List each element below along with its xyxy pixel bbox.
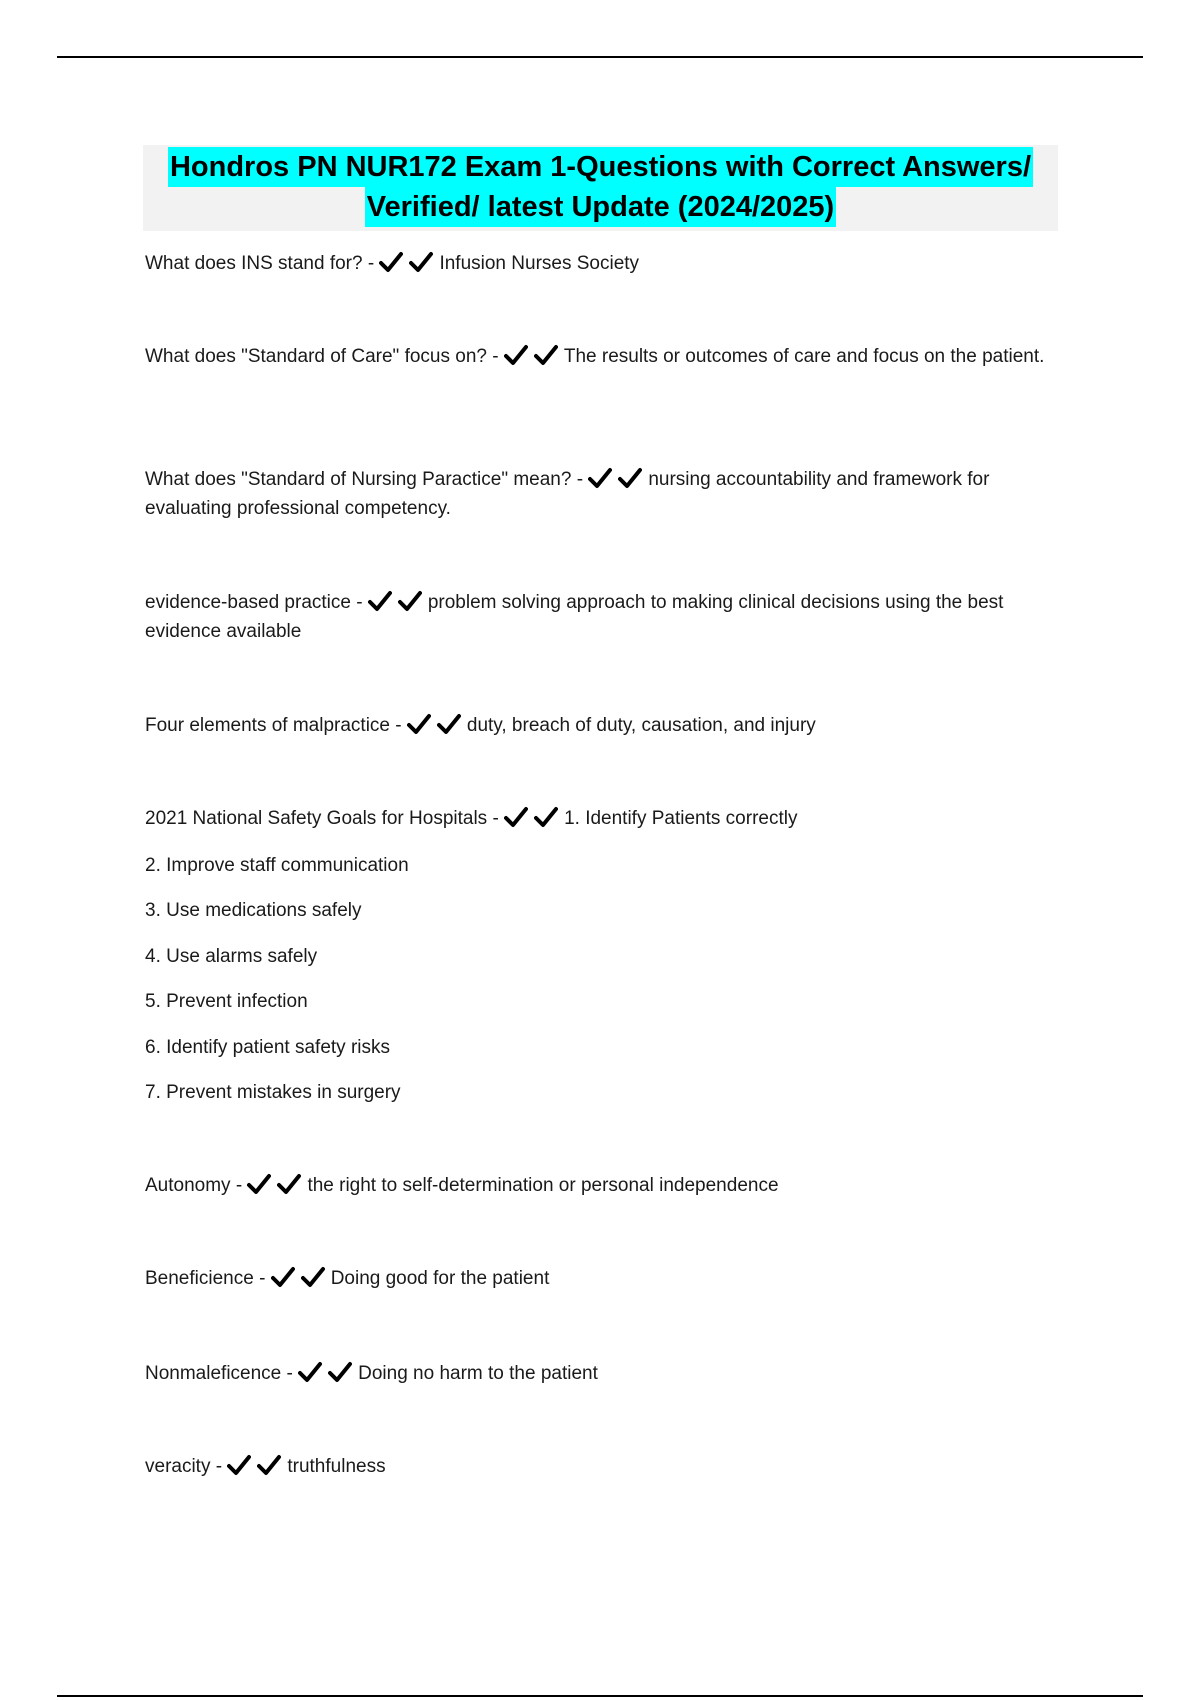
checkmark-icon: [588, 467, 612, 489]
list-item: 6. Identify patient safety risks: [145, 1037, 391, 1058]
list-item: 5. Prevent infection: [145, 991, 308, 1012]
bottom-rule: [57, 1695, 1143, 1697]
checkmark-icon: [328, 1361, 352, 1383]
page-title-line-2: Verified/ latest Update (2024/2025): [365, 187, 836, 227]
qa-answer: Doing no harm to the patient: [358, 1363, 598, 1384]
qa-term: 2021 National Safety Goals for Hospitals -: [145, 808, 505, 829]
qa-item: [145, 711, 1060, 740]
qa-term: Nonmaleficence -: [145, 1363, 299, 1384]
qa-term: evidence-based practice -: [145, 592, 368, 613]
qa-answer: duty, breach of duty, causation, and injury: [466, 715, 816, 736]
checkmark-icon: [534, 806, 558, 828]
checkmark-icon: [407, 713, 431, 735]
checkmark-icon: [379, 251, 403, 273]
list-item: 3. Use medications safely: [145, 900, 362, 921]
checkmark-icon: [277, 1173, 301, 1195]
title-banner: [143, 145, 1058, 231]
qa-term: Beneficience -: [145, 1268, 271, 1289]
qa-item: [145, 465, 1060, 523]
qa-term: Autonomy -: [145, 1175, 248, 1196]
qa-term: Four elements of malpractice -: [145, 715, 407, 736]
qa-item: [145, 249, 1060, 278]
qa-term: veracity -: [145, 1456, 228, 1477]
checkmark-icon: [368, 590, 392, 612]
qa-answer: Doing good for the patient: [330, 1268, 550, 1289]
page-title-line-1: Hondros PN NUR172 Exam 1-Questions with Correct Answers/: [168, 147, 1033, 187]
qa-item: [145, 588, 1060, 646]
qa-term: What does "Standard of Nursing Paractice" mean? -: [145, 469, 589, 490]
list-item: 7. Prevent mistakes in surgery: [145, 1082, 401, 1103]
list-item: 4. Use alarms safely: [145, 946, 318, 967]
checkmark-icon: [271, 1266, 295, 1288]
qa-answer: Infusion Nurses Society: [439, 253, 640, 274]
checkmark-icon: [409, 251, 433, 273]
checkmark-icon: [301, 1266, 325, 1288]
checkmark-icon: [534, 344, 558, 366]
checkmark-icon: [227, 1454, 251, 1476]
qa-item: [145, 1359, 1060, 1388]
qa-item: [145, 1171, 1060, 1200]
checkmark-icon: [504, 344, 528, 366]
top-rule: [57, 56, 1143, 58]
checkmark-icon: [437, 713, 461, 735]
qa-answer: 1. Identify Patients correctly: [564, 808, 798, 829]
checkmark-icon: [247, 1173, 271, 1195]
qa-item: [145, 804, 1060, 833]
qa-answer: the right to self-determination or personal independence: [307, 1175, 779, 1196]
checkmark-icon: [398, 590, 422, 612]
qa-term: What does INS stand for? -: [145, 253, 380, 274]
checkmark-icon: [257, 1454, 281, 1476]
qa-term: What does "Standard of Care" focus on? -: [145, 346, 504, 367]
qa-item: [145, 1264, 1060, 1293]
qa-item: [145, 1452, 1060, 1481]
qa-answer: truthfulness: [287, 1456, 386, 1477]
qa-answer: problem solving approach to making clinical decisions using the best evidence available: [145, 592, 1004, 642]
qa-answer: The results or outcomes of care and focus on the patient.: [563, 346, 1045, 367]
qa-answer: nursing accountability and framework for evaluating professional competency.: [145, 469, 990, 519]
list-item: 2. Improve staff communication: [145, 855, 409, 876]
checkmark-icon: [298, 1361, 322, 1383]
checkmark-icon: [504, 806, 528, 828]
checkmark-icon: [618, 467, 642, 489]
qa-item: [145, 342, 1060, 371]
